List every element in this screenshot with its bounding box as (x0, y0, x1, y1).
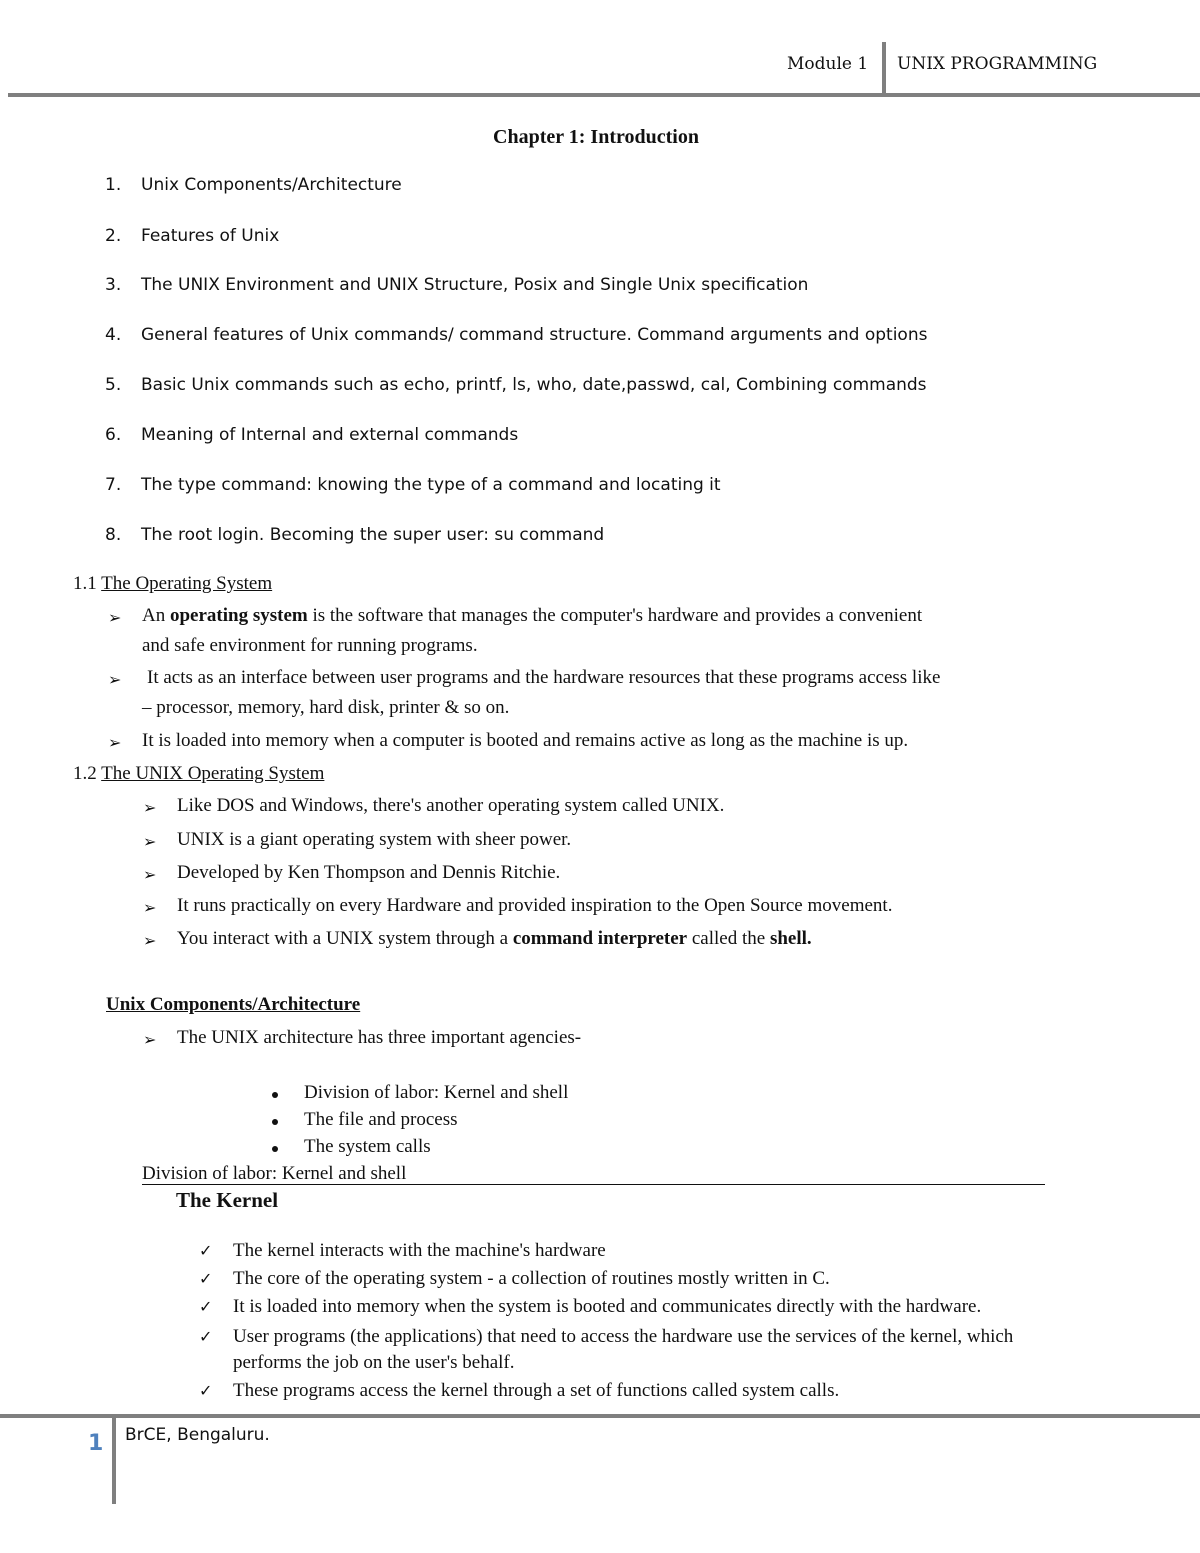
page-number: 1 (88, 1431, 104, 1456)
text: called the (687, 928, 770, 949)
unix-bullet-1: Like DOS and Windows, there's another operating system called UNIX. (177, 795, 725, 816)
toc-number: 3. (105, 275, 122, 295)
unix-bullet-3: Developed by Ken Thompson and Dennis Ritchie. (177, 862, 561, 883)
header-divider (882, 42, 886, 94)
kernel-point-4: User programs (the applications) that need to access the hardware use the services of the kernel, which (233, 1326, 1014, 1347)
toc-text: The type command: knowing the type of a command and locating it (141, 475, 721, 495)
section-number: 1.1 (73, 573, 97, 594)
toc-number: 4. (105, 325, 122, 345)
section-title: The UNIX Operating System (101, 763, 325, 784)
check-icon: ✓ (199, 1381, 213, 1400)
division-heading: Division of labor: Kernel and shell (142, 1163, 407, 1184)
bullet-dot-icon (272, 1146, 278, 1152)
arch-heading: Unix Components/Architecture (106, 994, 361, 1015)
os-bullet-1-cont: and safe environment for running programs. (142, 635, 478, 656)
check-icon: ✓ (199, 1297, 213, 1316)
toc-text: Features of Unix (141, 226, 280, 246)
kernel-point-4-cont: performs the job on the user's behalf. (233, 1352, 515, 1373)
footer-institution: BrCE, Bengaluru. (125, 1425, 270, 1445)
arrow-bullet-icon: ➢ (143, 931, 157, 950)
arrow-bullet-icon: ➢ (143, 832, 157, 851)
unix-bullet-2: UNIX is a giant operating system with sheer power. (177, 829, 572, 850)
section-number: 1.2 (73, 763, 97, 784)
toc-number: 5. (105, 375, 122, 395)
toc-number: 6. (105, 425, 122, 445)
section-heading-1-2 (73, 763, 324, 785)
arrow-bullet-icon: ➢ (143, 865, 157, 884)
bold-term: shell. (769, 928, 812, 949)
toc-text: Basic Unix commands such as echo, printf, ls, who, date,passwd, cal, Combining commands (141, 375, 927, 395)
arch-item: Division of labor: Kernel and shell (304, 1082, 569, 1103)
text: You interact with a UNIX system through a (177, 928, 513, 949)
toc-text: General features of Unix commands/ command structure. Command arguments and options (141, 325, 928, 345)
footer-rule (0, 1414, 1200, 1418)
arrow-bullet-icon: ➢ (108, 670, 122, 689)
arrow-bullet-icon: ➢ (143, 798, 157, 817)
arrow-bullet-icon: ➢ (108, 733, 122, 752)
toc-text: The root login. Becoming the super user: su command (141, 525, 605, 545)
toc-text: Meaning of Internal and external commands (141, 425, 519, 445)
bullet-dot-icon (272, 1092, 278, 1098)
section-heading-1-1 (73, 573, 272, 595)
kernel-point-1: The kernel interacts with the machine's hardware (233, 1240, 606, 1261)
header-module: Module 1 (787, 54, 869, 74)
os-bullet-2: It acts as an interface between user programs and the hardware resources that these programs access like (147, 667, 941, 688)
header-rule (8, 93, 1200, 97)
division-underline (142, 1184, 1045, 1185)
bullet-dot-icon (272, 1119, 278, 1125)
arrow-bullet-icon: ➢ (143, 1030, 157, 1049)
toc-text: The UNIX Environment and UNIX Structure, Posix and Single Unix specification (141, 275, 809, 295)
unix-bullet-5 (177, 928, 812, 950)
toc-number: 7. (105, 475, 122, 495)
os-bullet-2-cont: – processor, memory, hard disk, printer & so on. (142, 697, 510, 718)
arch-item: The system calls (304, 1136, 431, 1157)
section-title: The Operating System (101, 573, 273, 594)
footer-divider (112, 1416, 116, 1504)
check-icon: ✓ (199, 1241, 213, 1260)
toc-number: 2. (105, 226, 122, 246)
bold-term: command interpreter (512, 928, 688, 949)
text: An (142, 605, 170, 626)
toc-number: 8. (105, 525, 122, 545)
kernel-heading: The Kernel (176, 1188, 279, 1212)
toc-text: Unix Components/Architecture (141, 175, 402, 195)
kernel-point-5: These programs access the kernel through a set of functions called system calls. (233, 1380, 840, 1401)
arch-intro: The UNIX architecture has three important agencies- (177, 1027, 582, 1048)
arrow-bullet-icon: ➢ (108, 608, 122, 627)
header-subject: UNIX PROGRAMMING (897, 54, 1098, 74)
check-icon: ✓ (199, 1269, 213, 1288)
bold-term: operating system (169, 605, 308, 626)
arch-item: The file and process (304, 1109, 458, 1130)
os-bullet-3: It is loaded into memory when a computer is booted and remains active as long as the machine is up. (142, 730, 909, 751)
toc-number: 1. (105, 175, 122, 195)
kernel-point-3: It is loaded into memory when the system is booted and communicates directly with the hardware. (233, 1296, 982, 1317)
check-icon: ✓ (199, 1327, 213, 1346)
kernel-point-2: The core of the operating system - a collection of routines mostly written in C. (233, 1268, 830, 1289)
unix-bullet-4: It runs practically on every Hardware and provided inspiration to the Open Source movement. (177, 895, 893, 916)
chapter-title: Chapter 1: Introduction (493, 126, 699, 148)
arrow-bullet-icon: ➢ (143, 898, 157, 917)
os-bullet-1 (142, 605, 922, 627)
text: is the software that manages the computer's hardware and provides a convenient (307, 605, 923, 626)
